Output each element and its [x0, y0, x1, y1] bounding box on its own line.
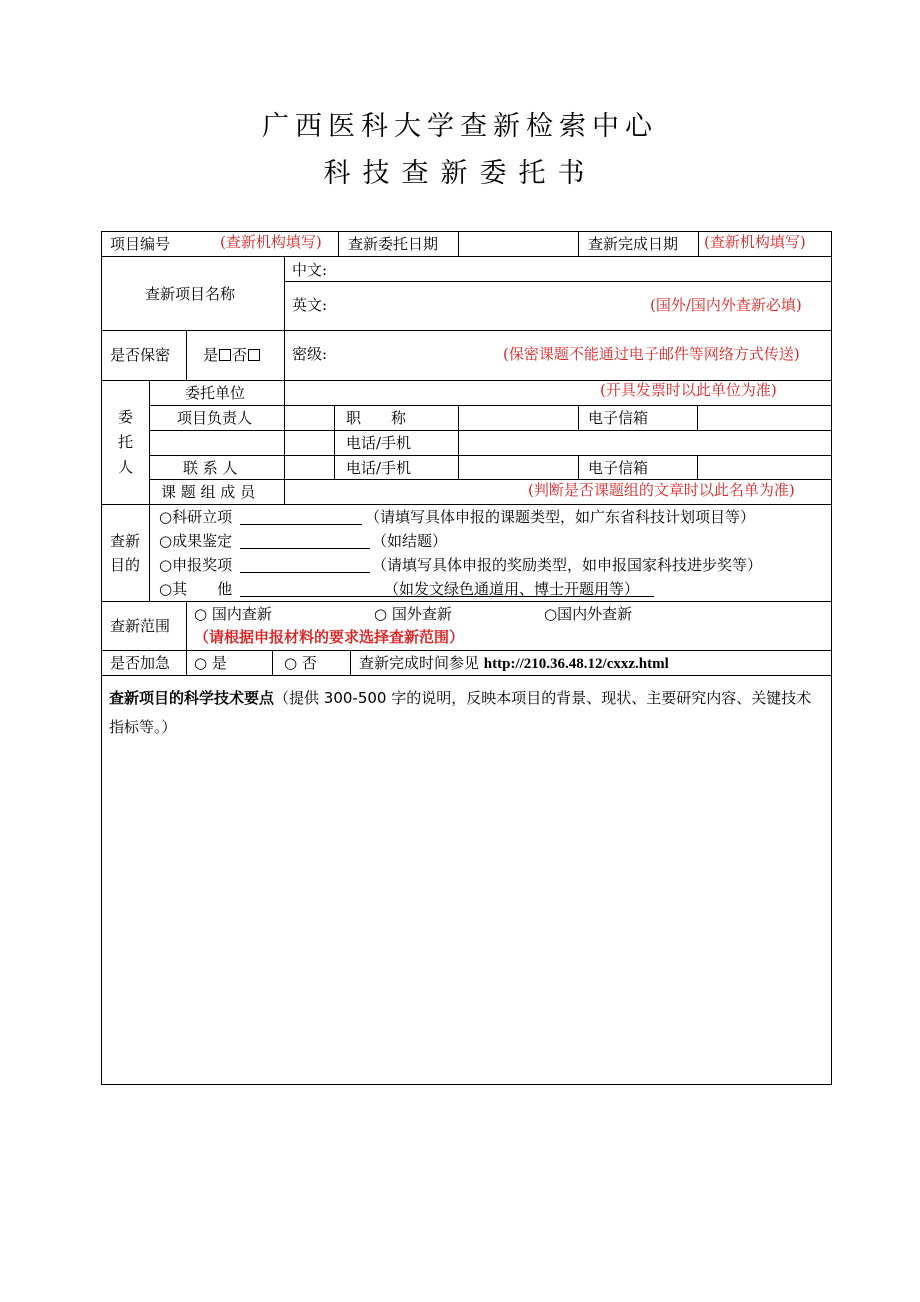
scope-label: 查新范围 — [110, 617, 171, 635]
col-divider — [697, 455, 698, 479]
client-unit-note: (开具发票时以此单位为准) — [600, 381, 777, 399]
english-name-note: (国外/国内外查新必填) — [650, 296, 802, 314]
scope-note: （请根据申报材料的要求选择查新范围） — [194, 628, 465, 646]
urgent-note — [359, 654, 669, 673]
col-divider — [578, 455, 579, 479]
key-points-text: （提供 300-500 字的说明，反映本项目的背景、现状、主要研究内容、关键技术指标等。） — [109, 689, 812, 736]
contact-email-label: 电子信箱 — [588, 459, 649, 477]
row-divider — [149, 430, 832, 431]
col-divider — [338, 231, 339, 256]
scope-option-foreign[interactable]: ○ 国外查新 — [374, 605, 452, 623]
row-divider — [101, 256, 832, 257]
purpose-option-award-note: （请填写具体申报的奖励类型，如申报国家科技进步奖等） — [372, 556, 763, 574]
blank-line — [240, 572, 370, 573]
col-divider — [186, 330, 187, 380]
confidential-label: 是否保密 — [110, 346, 171, 364]
client-group-label-2: 托 — [118, 433, 134, 451]
project-number-note: (查新机构填写) — [220, 233, 322, 251]
contact-phone-label: 电话/手机 — [346, 459, 412, 477]
scope-option-domestic[interactable]: ○ 国内查新 — [194, 605, 272, 623]
row-divider — [101, 650, 832, 651]
project-number-label: 项目编号 — [110, 235, 171, 253]
yes-checkbox[interactable] — [219, 349, 231, 361]
col-divider — [334, 405, 335, 479]
no-checkbox[interactable] — [248, 349, 260, 361]
row-divider — [101, 601, 832, 602]
col-divider — [458, 405, 459, 479]
urgent-option-yes[interactable]: ○ 是 — [194, 654, 227, 672]
purpose-option-other-note: （如发文绿色通道用、博士开题用等） — [384, 580, 640, 598]
blank-line — [240, 524, 362, 525]
chinese-name-label: 中文: — [292, 261, 328, 279]
col-divider — [284, 256, 285, 504]
project-leader-label: 项目负责人 — [177, 409, 253, 427]
urgent-note-prefix: 查新完成时间参见 — [359, 654, 484, 672]
email-label: 电子信箱 — [588, 409, 649, 427]
key-points-paragraph — [109, 684, 825, 742]
purpose-option-research[interactable]: ○科研立项 — [159, 508, 233, 526]
purpose-option-appraisal-note: （如结题） — [372, 532, 448, 550]
col-divider — [350, 650, 351, 675]
purpose-option-research-note: （请填写具体申报的课题类型，如广东省科技计划项目等） — [365, 508, 756, 526]
urgent-label: 是否加急 — [110, 654, 171, 672]
col-divider — [578, 231, 579, 256]
purpose-label-2: 目的 — [110, 556, 141, 574]
english-name-label: 英文: — [292, 296, 328, 314]
col-divider — [578, 405, 579, 430]
yes-label: 是 — [203, 346, 219, 364]
urgent-url-link[interactable]: http://210.36.48.12/cxxz.html — [483, 656, 669, 672]
key-points-input-area[interactable] — [102, 750, 831, 1084]
col-divider — [697, 405, 698, 430]
client-group-label-1: 委 — [118, 408, 134, 426]
col-divider — [458, 231, 459, 256]
members-label: 课 题 组 成 员 — [161, 483, 256, 501]
row-divider — [149, 405, 832, 406]
purpose-option-other[interactable]: ○其 他 — [159, 580, 233, 598]
client-unit-label: 委托单位 — [185, 384, 246, 402]
page-title: 广西医科大学查新检索中心 — [262, 111, 658, 142]
contact-label: 联 系 人 — [183, 459, 238, 477]
col-divider — [186, 601, 187, 675]
phone-label: 电话/手机 — [346, 434, 412, 452]
client-group-label-3: 人 — [118, 458, 134, 476]
row-divider — [101, 504, 832, 505]
col-divider — [272, 650, 273, 675]
row-divider — [101, 330, 832, 331]
confidential-note: (保密课题不能通过电子邮件等网络方式传送) — [503, 345, 800, 363]
blank-line — [240, 548, 370, 549]
project-name-label: 查新项目名称 — [145, 285, 236, 303]
page-subtitle: 科技查新委托书 — [323, 158, 597, 189]
key-points-heading: 查新项目的科学技术要点 — [109, 689, 275, 707]
row-divider — [101, 675, 832, 676]
col-divider — [149, 380, 150, 504]
row-divider — [149, 455, 832, 456]
completion-date-label: 查新完成日期 — [588, 235, 679, 253]
purpose-label-1: 查新 — [110, 532, 141, 550]
col-divider — [698, 231, 699, 256]
members-note: (判断是否课题组的文章时以此名单为准) — [528, 481, 795, 499]
completion-date-note: (查新机构填写) — [704, 233, 806, 251]
commission-date-label: 查新委托日期 — [348, 235, 439, 253]
col-divider — [149, 504, 150, 601]
job-title-label: 职 称 — [346, 409, 407, 427]
no-label: 否 — [232, 346, 248, 364]
row-divider — [284, 281, 832, 282]
purpose-option-award[interactable]: ○申报奖项 — [159, 556, 233, 574]
security-level-label: 密级: — [292, 345, 328, 363]
purpose-option-appraisal[interactable]: ○成果鉴定 — [159, 532, 233, 550]
confidential-choice — [203, 346, 261, 364]
scope-option-both[interactable]: ○国内外查新 — [544, 605, 633, 623]
urgent-option-no[interactable]: ○ 否 — [284, 654, 317, 672]
row-divider — [149, 479, 832, 480]
